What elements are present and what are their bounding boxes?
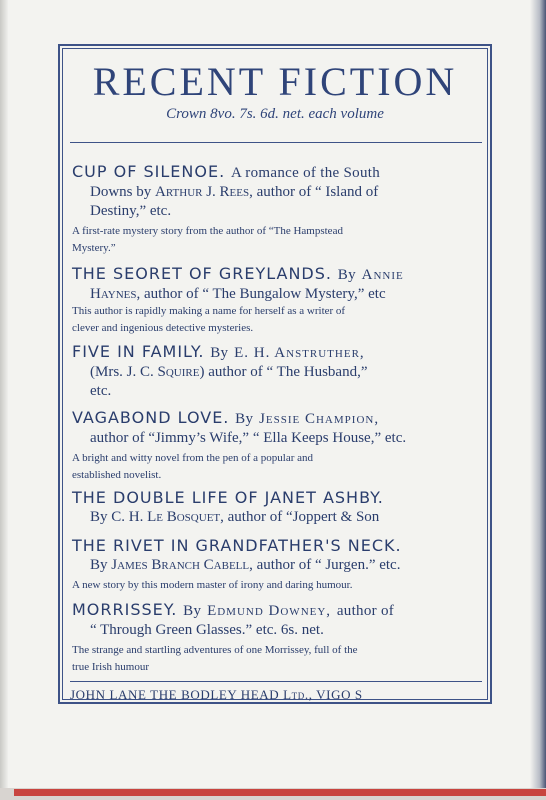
entry-text: A romance of the South [230,165,381,181]
entry-text: etc. [90,383,112,399]
entry-text: author of “Joppert & Son [227,509,380,525]
entry-text: author of “ The Husband,” [208,364,368,380]
author-name: Haynes, [90,286,141,302]
list-item-cup-of-silence [72,162,480,255]
author-name: J. C. Squire) [126,364,205,380]
author-name: Arthur J. Rees, [155,184,253,200]
entry-text: By [235,411,254,427]
entry-note: Mystery.” [72,242,116,254]
publisher-imprint [70,687,420,703]
author-name: Annie [361,267,404,283]
entry-text: By [183,603,202,619]
entry-note: This author is rapidly making a name for herself as a writer of [72,305,346,317]
entry-text: “ Through Green Glasses.” etc. 6s. net. [90,622,324,638]
entry-note: A new story by this modern master of irony and daring humour. [72,579,353,591]
book-title: THE RIVET IN GRANDFATHER'S NECK. [72,536,402,555]
entry-text: author of [336,603,395,619]
entry-note: true Irish humour [72,661,149,673]
author-name: Jessie Champion, [259,411,380,427]
entry-text: By [337,267,356,283]
author-name: James Branch Cabell, [111,557,253,573]
entry-text: Destiny,” etc. [90,203,172,219]
book-title: VAGABOND LOVE. [72,408,230,427]
author-name: Edmund Downey, [207,603,332,619]
cover-right-edge [530,0,546,790]
book-title: THE SEORET OF GREYLANDS. [72,264,332,283]
cover-left-edge [0,0,8,800]
entry-note: established novelist. [72,469,162,481]
author-name: E. H. Anstruther, [234,345,365,361]
book-title: MORRISSEY. [72,600,178,619]
entry-note: clever and ingenious detective mysteries. [72,322,254,334]
page-title: RECENT FICTION [92,59,458,104]
author-name: C. H. Le Bosquet, [111,509,224,525]
entry-text: By [90,557,108,573]
footer-divider [70,681,482,682]
book-title: THE DOUBLE LIFE OF JANET ASHBY. [72,488,384,507]
list-item-morrissey [72,600,480,674]
page-subtitle: Crown 8vo. 7s. 6d. net. each volume [166,106,384,122]
book-title: FIVE IN FAMILY. [72,342,205,361]
publisher-address: , VIGO S [308,687,363,702]
entry-text: (Mrs. [90,364,123,380]
publisher-name: JOHN LANE THE BODLEY HEAD [70,687,280,702]
entry-text: author of “Jimmy’s Wife,” “ Ella Keeps House,” etc. [90,430,407,446]
list-item-five-in-family [72,342,480,401]
header-divider [70,142,482,143]
entry-text: Downs by [90,184,152,200]
entry-text: author of “ Island of [256,184,379,200]
entry-text: author of “ Jurgen.” etc. [256,557,401,573]
list-item-vagabond-love [72,408,480,482]
red-binding-strip [14,789,546,796]
entry-note: The strange and startling adventures of one Morrissey, full of the [72,644,358,656]
entry-note: A bright and witty novel from the pen of a popular and [72,452,314,464]
entry-note: A first-rate mystery story from the author of “The Hampstead [72,225,343,237]
entry-text: By [90,509,108,525]
entry-text: By [210,345,229,361]
list-item-rivet-in-grandfathers-neck [72,536,480,592]
entry-text: author of “ The Bungalow Mystery,” etc [144,286,386,302]
publisher-suffix: Ltd. [283,687,309,702]
book-title: CUP OF SILENOE. [72,162,226,181]
list-item-double-life-of-janet-ashby [72,488,480,527]
list-item-secret-of-greylands [72,264,480,335]
